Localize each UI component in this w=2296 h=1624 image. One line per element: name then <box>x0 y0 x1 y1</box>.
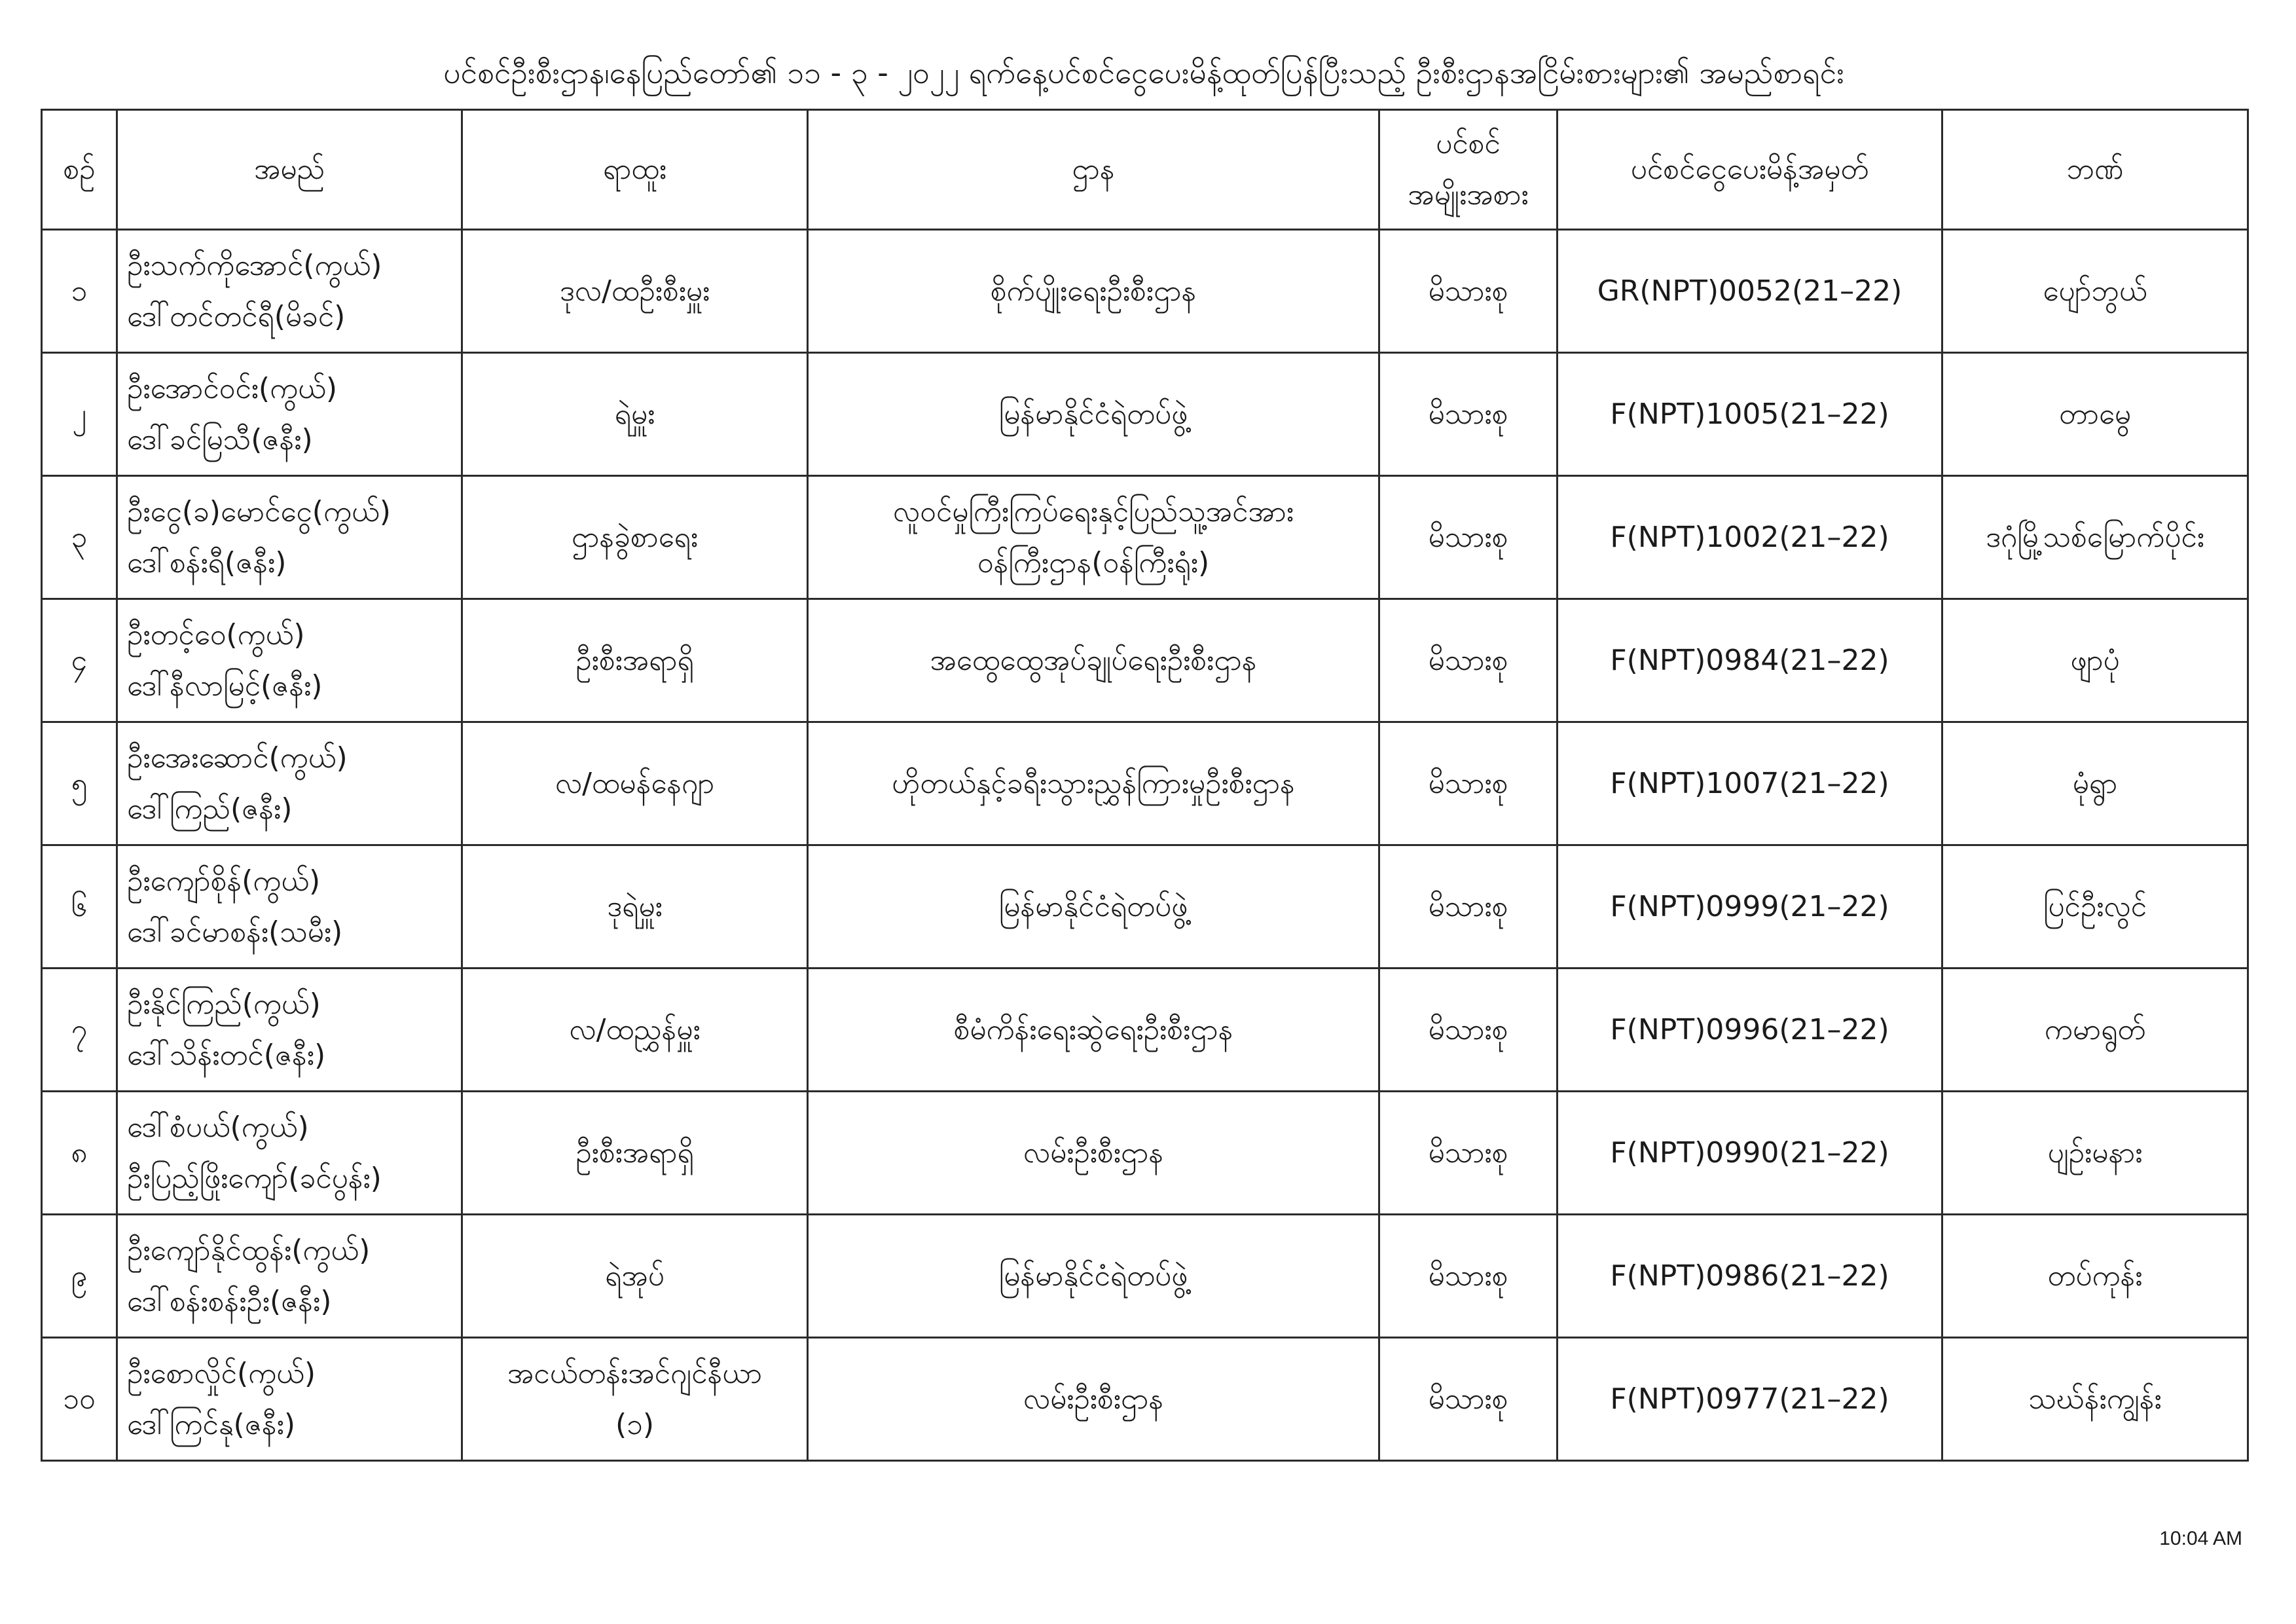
cell-department <box>808 1338 1379 1461</box>
cell-bank: မုံရွာ <box>1942 722 2248 845</box>
deceased-name: ဦးသက်ကိုအောင်(ကွယ်) <box>127 248 382 282</box>
rank-line-1: အငယ်တန်းအင်ဂျင်နီယာ <box>507 1356 763 1390</box>
cell-rank <box>462 1215 808 1338</box>
cell-order-no: F(NPT)0977(21–22) <box>1558 1338 1942 1461</box>
cell-no: ၆ <box>42 845 117 969</box>
recipient-name: ဒေါ်စန်းရီ(ဇနီး) <box>127 545 287 580</box>
department-line-1: လူဝင်မှုကြီးကြပ်ရေးနှင့်ပြည်သူ့အင်အား <box>892 494 1294 528</box>
table-row <box>42 599 2248 722</box>
cell-name <box>117 722 462 845</box>
recipient-name: ဒေါ်စန်းစန်းဦး(ဇနီး) <box>127 1284 332 1318</box>
cell-bank: ဖျာပုံ <box>1942 599 2248 722</box>
pension-list-table <box>41 109 2249 1462</box>
cell-name <box>117 969 462 1092</box>
deceased-name: ဦးအောင်ဝင်း(ကွယ်) <box>127 371 338 405</box>
recipient-name: ဒေါ်နီလာမြင့်(ဇနီး) <box>127 669 323 703</box>
department-line-1: မြန်မာနိုင်ငံရဲတပ်ဖွဲ့ <box>998 1259 1188 1293</box>
cell-department <box>808 230 1379 353</box>
cell-rank <box>462 845 808 969</box>
cell-no: ၄ <box>42 599 117 722</box>
recipient-name: ဒေါ်ကြင်နု(ဇနီး) <box>127 1407 295 1441</box>
deceased-name: ဦးအေးဆောင်(ကွယ်) <box>127 741 348 775</box>
cell-no: ၃ <box>42 476 117 599</box>
cell-bank: ပြင်ဦးလွင် <box>1942 845 2248 969</box>
table-row <box>42 722 2248 845</box>
cell-rank <box>462 969 808 1092</box>
department-line-1: စီမံကိန်းရေးဆွဲရေးဦးစီးဌာန <box>953 1012 1233 1046</box>
cell-order-no: F(NPT)0990(21–22) <box>1558 1092 1942 1215</box>
cell-pension-type: မိသားစု <box>1379 722 1558 845</box>
deceased-name: ဦးကျော်စိုန်(ကွယ်) <box>127 864 321 898</box>
deceased-name: ဒေါ်စံပယ်(ကွယ်) <box>127 1110 309 1144</box>
cell-rank <box>462 230 808 353</box>
cell-rank <box>462 1092 808 1215</box>
rank-line-2: (၁) <box>615 1407 655 1441</box>
department-line-1: လမ်းဦးစီးဌာန <box>1023 1382 1164 1416</box>
table-row <box>42 1338 2248 1461</box>
header-pension-type-line-1: ပင်စင် <box>1436 127 1501 160</box>
deceased-name: ဦးစောလှိုင်(ကွယ်) <box>127 1356 316 1390</box>
header-bank: ဘဏ် <box>1942 110 2248 230</box>
table-row <box>42 230 2248 353</box>
cell-pension-type: မိသားစု <box>1379 476 1558 599</box>
table-row <box>42 1092 2248 1215</box>
cell-pension-type: မိသားစု <box>1379 599 1558 722</box>
cell-pension-type: မိသားစု <box>1379 1338 1558 1461</box>
recipient-name: ဒေါ်တင်တင်ရီ(မိခင်) <box>127 299 346 333</box>
cell-bank: ကမာရွတ် <box>1942 969 2248 1092</box>
cell-name <box>117 353 462 476</box>
cell-rank <box>462 599 808 722</box>
cell-rank <box>462 722 808 845</box>
rank-line-1: ဦးစီးအရာရှိ <box>575 1135 694 1170</box>
header-department: ဌာန <box>808 110 1379 230</box>
department-line-1: မြန်မာနိုင်ငံရဲတပ်ဖွဲ့ <box>998 397 1188 431</box>
cell-order-no: F(NPT)1005(21–22) <box>1558 353 1942 476</box>
rank-line-1: ဒုလ/ထဦးစီးမှူး <box>559 274 710 308</box>
recipient-name: ဒေါ်ခင်မာစန်း(သမီး) <box>127 915 343 949</box>
cell-no: ၁ <box>42 230 117 353</box>
cell-name <box>117 845 462 969</box>
recipient-name: ဒေါ်ကြည်(ဇနီး) <box>127 792 293 826</box>
cell-order-no: F(NPT)0984(21–22) <box>1558 599 1942 722</box>
cell-department <box>808 969 1379 1092</box>
cell-pension-type: မိသားစု <box>1379 230 1558 353</box>
cell-pension-type: မိသားစု <box>1379 1092 1558 1215</box>
cell-department <box>808 599 1379 722</box>
cell-department <box>808 1092 1379 1215</box>
header-name: အမည် <box>117 110 462 230</box>
cell-department <box>808 722 1379 845</box>
cell-pension-type: မိသားစု <box>1379 969 1558 1092</box>
cell-department <box>808 845 1379 969</box>
rank-line-1: ဦးစီးအရာရှိ <box>575 643 694 677</box>
department-line-1: အထွေထွေအုပ်ချုပ်ရေးဦးစီးဌာန <box>930 643 1257 677</box>
cell-name <box>117 230 462 353</box>
deceased-name: ဦးကျော်နိုင်ထွန်း(ကွယ်) <box>127 1233 371 1267</box>
cell-bank: တာမွေ <box>1942 353 2248 476</box>
table-row <box>42 1215 2248 1338</box>
rank-line-1: ဌာနခွဲစာရေး <box>571 520 699 554</box>
print-timestamp: 10:04 AM <box>2159 1528 2242 1549</box>
cell-order-no: GR(NPT)0052(21–22) <box>1558 230 1942 353</box>
cell-pension-type: မိသားစု <box>1379 353 1558 476</box>
cell-bank: ဒဂုံမြို့သစ်မြောက်ပိုင်း <box>1942 476 2248 599</box>
rank-line-1: လ/ထမန်နေဂျာ <box>555 766 715 800</box>
cell-no: ၁၀ <box>42 1338 117 1461</box>
cell-order-no: F(NPT)1007(21–22) <box>1558 722 1942 845</box>
rank-line-1: ရဲအုပ် <box>605 1259 665 1293</box>
cell-bank: သဃ်န်းကျွန်း <box>1942 1338 2248 1461</box>
department-line-1: မြန်မာနိုင်ငံရဲတပ်ဖွဲ့ <box>998 889 1188 923</box>
deceased-name: ဦးတင့်ဝေ(ကွယ်) <box>127 618 305 652</box>
department-line-2: ဝန်ကြီးဌာန(ဝန်ကြီးရုံး) <box>977 545 1210 580</box>
deceased-name: ဦးနိုင်ကြည်(ကွယ်) <box>127 987 321 1021</box>
recipient-name: ဦးပြည့်ဖြိုးကျော်(ခင်ပွန်း) <box>127 1161 382 1195</box>
table-row <box>42 845 2248 969</box>
cell-name <box>117 1092 462 1215</box>
table-row <box>42 476 2248 599</box>
cell-bank: ပျဉ်းမနား <box>1942 1092 2248 1215</box>
rank-line-1: လ/ထညွှန်မှူး <box>569 1012 701 1046</box>
cell-pension-type: မိသားစု <box>1379 845 1558 969</box>
cell-department <box>808 353 1379 476</box>
cell-bank: ပျော်ဘွယ် <box>1942 230 2248 353</box>
cell-order-no: F(NPT)1002(21–22) <box>1558 476 1942 599</box>
recipient-name: ဒေါ်သိန်းတင်(ဇနီး) <box>127 1038 326 1072</box>
cell-no: ၅ <box>42 722 117 845</box>
rank-line-1: ဒုရဲမှူး <box>607 889 663 923</box>
header-no: စဉ် <box>42 110 117 230</box>
cell-name <box>117 1338 462 1461</box>
cell-no: ၂ <box>42 353 117 476</box>
cell-rank <box>462 353 808 476</box>
cell-pension-type: မိသားစု <box>1379 1215 1558 1338</box>
department-line-1: စိုက်ပျိုးရေးဦးစီးဌာန <box>990 274 1197 308</box>
recipient-name: ဒေါ်ခင်မြသီ(ဇနီး) <box>127 422 313 456</box>
cell-order-no: F(NPT)0986(21–22) <box>1558 1215 1942 1338</box>
cell-name <box>117 476 462 599</box>
cell-rank <box>462 1338 808 1461</box>
cell-no: ၉ <box>42 1215 117 1338</box>
cell-department <box>808 476 1379 599</box>
deceased-name: ဦးငွေ(ခ)မောင်ငွေ(ကွယ်) <box>127 494 391 528</box>
header-pension-type-line-2: အမျိုးအစား <box>1408 178 1529 212</box>
cell-order-no: F(NPT)0996(21–22) <box>1558 969 1942 1092</box>
table-row <box>42 353 2248 476</box>
header-pension-type <box>1379 110 1558 230</box>
table-row <box>42 969 2248 1092</box>
cell-no: ၇ <box>42 969 117 1092</box>
department-line-1: ဟိုတယ်နှင့်ခရီးသွားညွှန်ကြားမှုဦးစီးဌာန <box>892 766 1295 800</box>
department-line-1: လမ်းဦးစီးဌာန <box>1023 1135 1164 1170</box>
cell-no: ၈ <box>42 1092 117 1215</box>
rank-line-1: ရဲမှူး <box>614 397 655 431</box>
page-title: ပင်စင်ဦးစီးဌာန၊နေပြည်တော်၏ ၁၁ - ၃ - ၂၀၂၂ ရက်နေ့ပင်စင်ငွေပေးမိန့်ထုတ်ပြန်ပြီးသည့် ဦးစီးဌာနအငြိမ်းစားများ၏ အမည်စာရင်း <box>443 55 1844 90</box>
table-header-row <box>42 110 2248 230</box>
header-rank: ရာထူး <box>462 110 808 230</box>
cell-name <box>117 599 462 722</box>
cell-rank <box>462 476 808 599</box>
cell-name <box>117 1215 462 1338</box>
cell-department <box>808 1215 1379 1338</box>
cell-order-no: F(NPT)0999(21–22) <box>1558 845 1942 969</box>
table-body <box>42 230 2248 1461</box>
cell-bank: တပ်ကုန်း <box>1942 1215 2248 1338</box>
header-order-no: ပင်စင်ငွေပေးမိန့်အမှတ် <box>1558 110 1942 230</box>
